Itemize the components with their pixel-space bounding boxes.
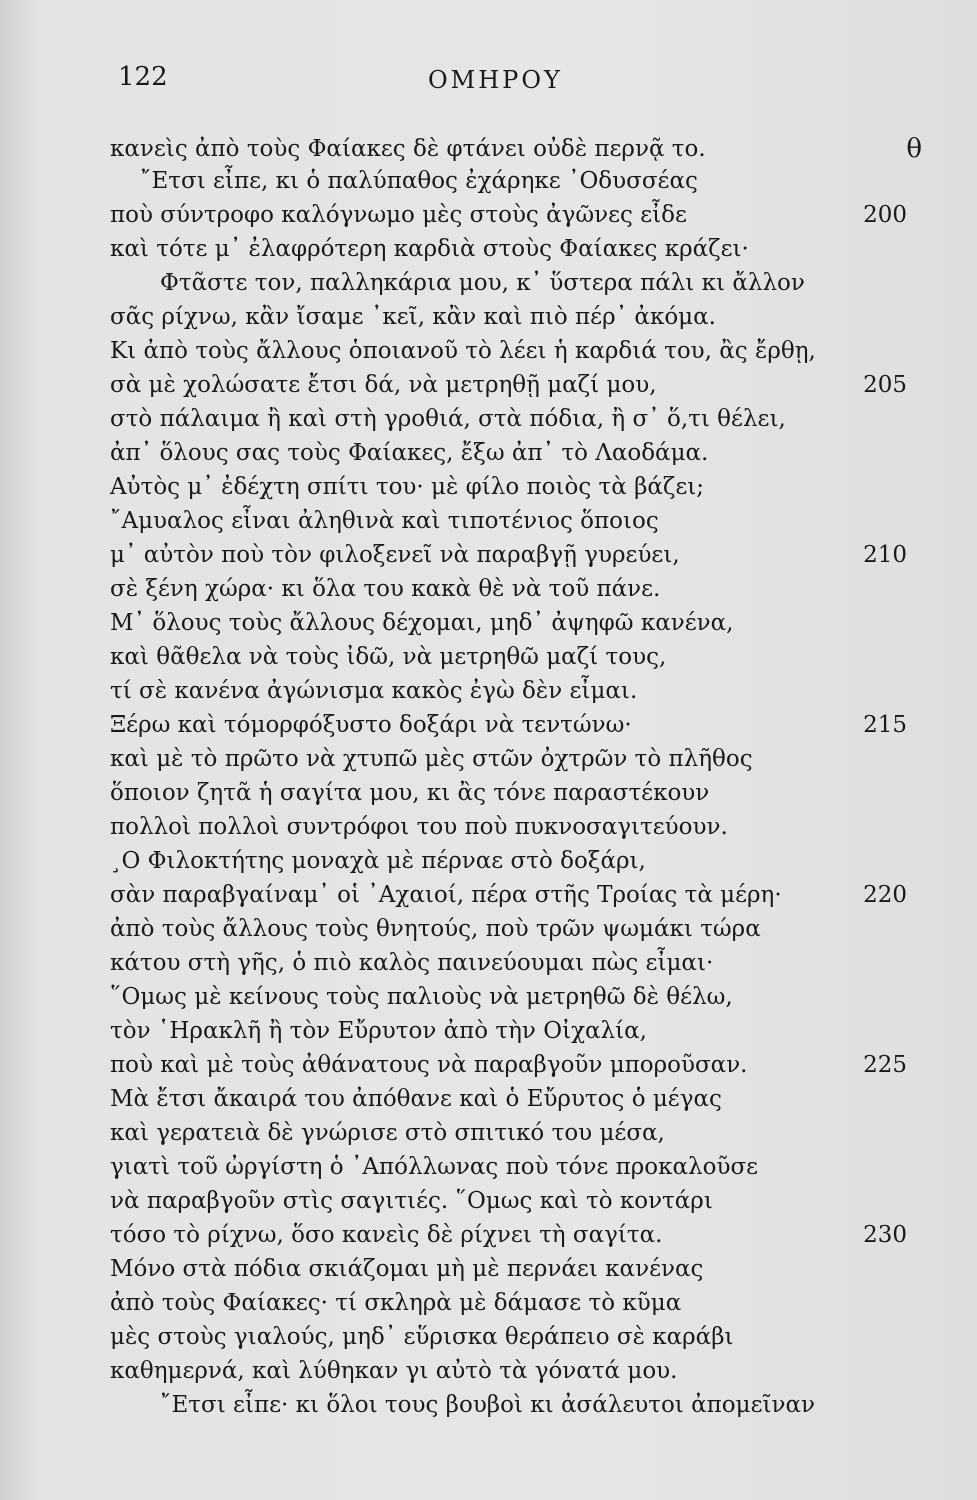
verse-line: καὶ γερατειὰ δὲ γνώρισε στὸ σπιτικό του μέσα, xyxy=(110,1120,665,1146)
verse-line: τόσο τὸ ρίχνω, ὅσο κανεὶς δὲ ρίχνει τὴ σαγίτα. xyxy=(110,1222,663,1248)
verse-line: μ᾿ αὐτὸν ποὺ τὸν φιλοξενεῖ νὰ παραβγῇ γυρεύει, xyxy=(110,542,680,568)
verse-line: Φτᾶστε τον, παλληκάρια μου, κ᾿ ὕστερα πάλι κι ἄλλον xyxy=(160,270,805,296)
verse-line: ῎Αμυαλος εἶναι ἀληθινὰ καὶ τιποτένιος ὅποιος xyxy=(110,508,659,534)
verse-line: πολλοὶ πολλοὶ συντρόφοι του ποὺ πυκνοσαγιτεύουν. xyxy=(110,814,728,840)
verse-line: καὶ τότε μ᾿ ἐλαφρότερη καρδιὰ στοὺς Φαίακες κράζει· xyxy=(110,236,749,262)
verse-line: ἀπὸ τοὺς Φαίακες· τί σκληρὰ μὲ δάμασε τὸ κῦμα xyxy=(110,1290,682,1316)
margin-mark: θ xyxy=(906,134,922,164)
verse-line: στὸ πάλαιμα ἢ καὶ στὴ γροθιά, στὰ πόδια, ἢ σ᾿ ὅ,τι θέλει, xyxy=(110,406,786,432)
line-number: 220 xyxy=(863,882,907,908)
verse-line: σὰ μὲ χολώσατε ἔτσι δά, νὰ μετρηθῇ μαζί μου, xyxy=(110,372,657,398)
verse-line: τί σὲ κανένα ἀγώνισμα κακὸς ἐγὼ δὲν εἶμαι. xyxy=(110,678,638,704)
verse-line: κανεὶς ἀπὸ τοὺς Φαίακες δὲ φτάνει οὐδὲ περνᾷ το. xyxy=(110,136,706,162)
verse-line: Αὐτὸς μ᾿ ἐδέχτη σπίτι του· μὲ φίλο ποιὸς τὰ βάζει; xyxy=(110,474,705,500)
verse-line: καθημερνά, καὶ λύθηκαν γι αὐτὸ τὰ γόνατά μου. xyxy=(110,1358,678,1384)
verse-line: νὰ παραβγοῦν στὶς σαγιτιές. ῞Ομως καὶ τὸ κοντάρι xyxy=(110,1188,713,1214)
line-number: 200 xyxy=(863,202,907,228)
line-number: 210 xyxy=(863,542,907,568)
line-number: 225 xyxy=(863,1052,907,1078)
line-number: 215 xyxy=(863,712,907,738)
verse-line: ῞Ομως μὲ κείνους τοὺς παλιοὺς νὰ μετρηθῶ δὲ θέλω, xyxy=(110,984,733,1010)
verse-line: ῎Ετσι εἶπε· κι ὅλοι τους βουβοὶ κι ἀσάλευτοι ἀπομεῖναν xyxy=(160,1392,815,1418)
verse-line: ὅποιον ζητᾶ ἡ σαγίτα μου, κι ἂς τόνε παραστέκουν xyxy=(110,780,710,806)
line-number: 205 xyxy=(863,372,907,398)
verse-line: γιατὶ τοῦ ὠργίστη ὁ ᾿Απόλλωνας ποὺ τόνε προκαλοῦσε xyxy=(110,1154,759,1180)
verse-line: μὲς στοὺς γιαλούς, μηδ᾿ εὕρισκα θεράπειο σὲ καράβι xyxy=(110,1324,734,1350)
page-number: 122 xyxy=(118,62,168,92)
verse-line: Κι ἀπὸ τοὺς ἄλλους ὁποιανοῦ τὸ λέει ἡ καρδιά του, ἂς ἔρθῃ, xyxy=(110,338,816,364)
verse-line: Μ᾿ ὅλους τοὺς ἄλλους δέχομαι, μηδ᾿ ἀψηφῶ κανένα, xyxy=(110,610,734,636)
verse-line: ποὺ σύντροφο καλόγνωμο μὲς στοὺς ἀγῶνες εἶδε xyxy=(110,202,687,228)
line-number: 230 xyxy=(863,1222,907,1248)
verse-line: ῎Ετσι εἶπε, κι ὁ παλύπαθος ἐχάρηκε ᾿Οδυσσέας xyxy=(140,168,698,194)
verse-line: Ξέρω καὶ τόμορφόξυστο δοξάρι νὰ τεντώνω· xyxy=(110,712,632,738)
verse-line: Μόνο στὰ πόδια σκιάζομαι μὴ μὲ περνάει κανένας xyxy=(110,1256,704,1282)
running-title: ΟΜΗΡΟΥ xyxy=(428,66,563,94)
page-header xyxy=(118,62,877,102)
verse-line: ποὺ καὶ μὲ τοὺς ἀθάνατους νὰ παραβγοῦν μποροῦσαν. xyxy=(110,1052,748,1078)
verse-line: σὲ ξένη χώρα· κι ὅλα του κακὰ θὲ νὰ τοῦ πάνε. xyxy=(110,576,661,602)
verse-line: ἀπ᾿ ὅλους σας τοὺς Φαίακες, ἔξω ἀπ᾿ τὸ Λαοδάμα. xyxy=(110,440,709,466)
verse-line: Μὰ ἔτσι ἄκαιρά του ἀπόθανε καὶ ὁ Εὔρυτος ὁ μέγας xyxy=(110,1086,722,1112)
verse-line: τὸν ῾Ηρακλῆ ἢ τὸν Εὔρυτον ἀπὸ τὴν Οἰχαλία, xyxy=(110,1018,647,1044)
verse-line: ἀπὸ τοὺς ἄλλους τοὺς θνητούς, ποὺ τρῶν ψωμάκι τώρα xyxy=(110,916,761,942)
verse-line: καὶ μὲ τὸ πρῶτο νὰ χτυπῶ μὲς στῶν ὀχτρῶν τὸ πλῆθος xyxy=(110,746,753,772)
verse-line: σὰν παραβγαίναμ᾿ οἱ ᾿Αχαιοί, πέρα στῆς Τροίας τὰ μέρη· xyxy=(110,882,782,908)
verse-line: ¸Ο Φιλοκτήτης μοναχὰ μὲ πέρναε στὸ δοξάρι, xyxy=(110,848,646,874)
verse-line: κάτου στὴ γῆς, ὁ πιὸ καλὸς παινεύουμαι πὼς εἶμαι· xyxy=(110,950,714,976)
verse-line: σᾶς ρίχνω, κἂν ἴσαμε ᾿κεῖ, κἂν καὶ πιὸ πέρ᾿ ἀκόμα. xyxy=(110,304,716,330)
verse-line: καὶ θᾶθελα νὰ τοὺς ἰδῶ, νὰ μετρηθῶ μαζί τους, xyxy=(110,644,667,670)
